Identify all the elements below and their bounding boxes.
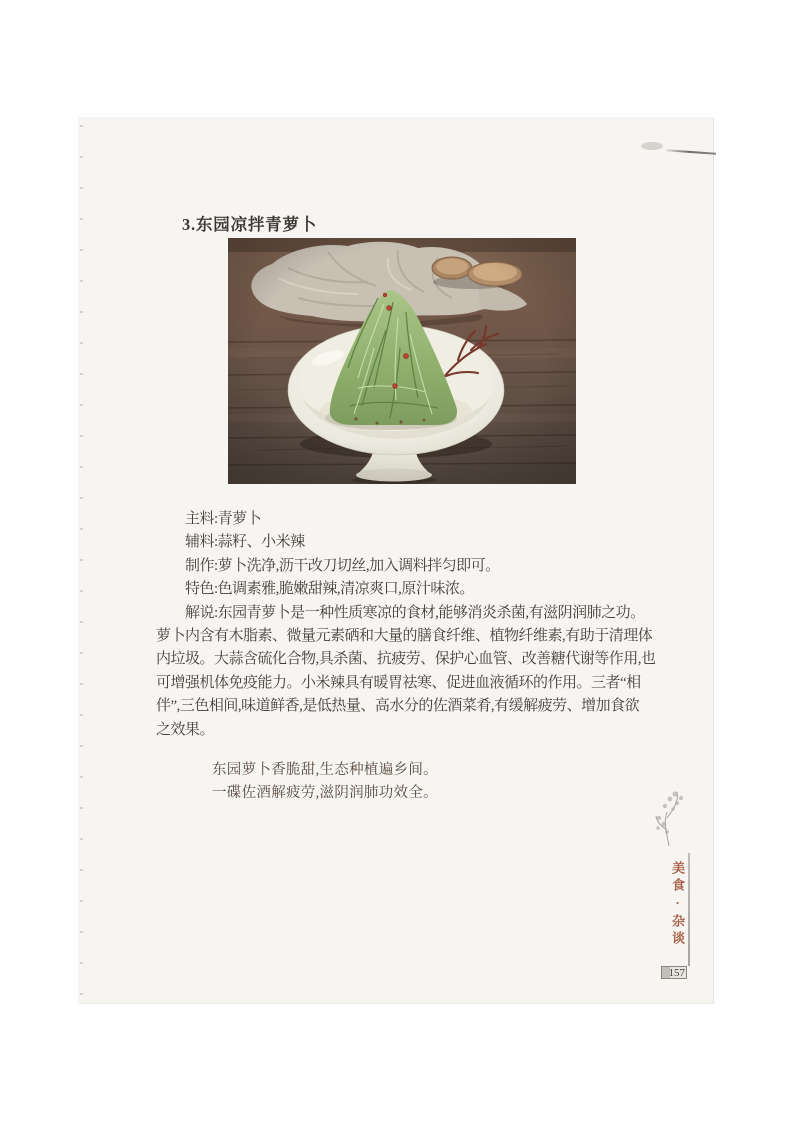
text-line-main-ingredient: 主料:青萝卜 <box>185 511 262 527</box>
text-line-aux-ingredient: 辅料:蒜籽、小米辣 <box>185 534 305 551</box>
floral-ornament-icon <box>653 788 689 848</box>
scan-artifact-line <box>666 149 716 154</box>
margin-rule <box>688 853 690 966</box>
text-line-commentary-5: 伴”,三色相间,味道鲜香,是低热量、高水分的佐酒菜肴,有缓解疲劳、增加食欲 <box>156 698 640 715</box>
book-page <box>78 117 714 1004</box>
recipe-text <box>156 508 664 742</box>
margin-caption: 美食·杂谈 <box>670 861 685 948</box>
poem-line-2: 一碟佐酒解疲劳,滋阴润肺功效全。 <box>212 785 438 801</box>
text-line-commentary-2: 萝卜内含有木脂素、微量元素硒和大量的膳食纤维、植物纤维素,有助于清理体 <box>156 627 653 644</box>
text-line-commentary-1: 解说:东园青萝卜是一种性质寒凉的食材,能够消炎杀菌,有滋阴润肺之功。 <box>185 604 645 621</box>
scan-speckles <box>80 125 83 995</box>
text-line-commentary-3: 内垃圾。大蒜含硫化合物,具杀菌、抗疲劳、保护心血管、改善糖代谢等作用,也 <box>156 651 656 668</box>
scan-smudge <box>641 142 663 150</box>
recipe-poem <box>212 759 438 805</box>
text-line-commentary-4: 可增强机体免疫能力。小米辣具有暖胃祛寒、促进血液循环的作用。三者“相 <box>156 674 641 691</box>
dish-photo-illustration <box>228 238 576 484</box>
photo-vignette <box>228 238 576 484</box>
poem-line-1: 东园萝卜香脆甜,生态种植遍乡间。 <box>212 762 438 778</box>
dish-photo <box>228 238 576 484</box>
page-number-badge: 157 <box>661 966 687 979</box>
text-line-commentary-6: 之效果。 <box>156 721 215 738</box>
text-line-feature: 特色:色调素雅,脆嫩甜辣,清凉爽口,原汁味浓。 <box>185 581 474 598</box>
text-line-preparation: 制作:萝卜洗净,沥干改刀切丝,加入调料拌匀即可。 <box>185 557 500 574</box>
recipe-title: 3.东园凉拌青萝卜 <box>182 215 318 234</box>
